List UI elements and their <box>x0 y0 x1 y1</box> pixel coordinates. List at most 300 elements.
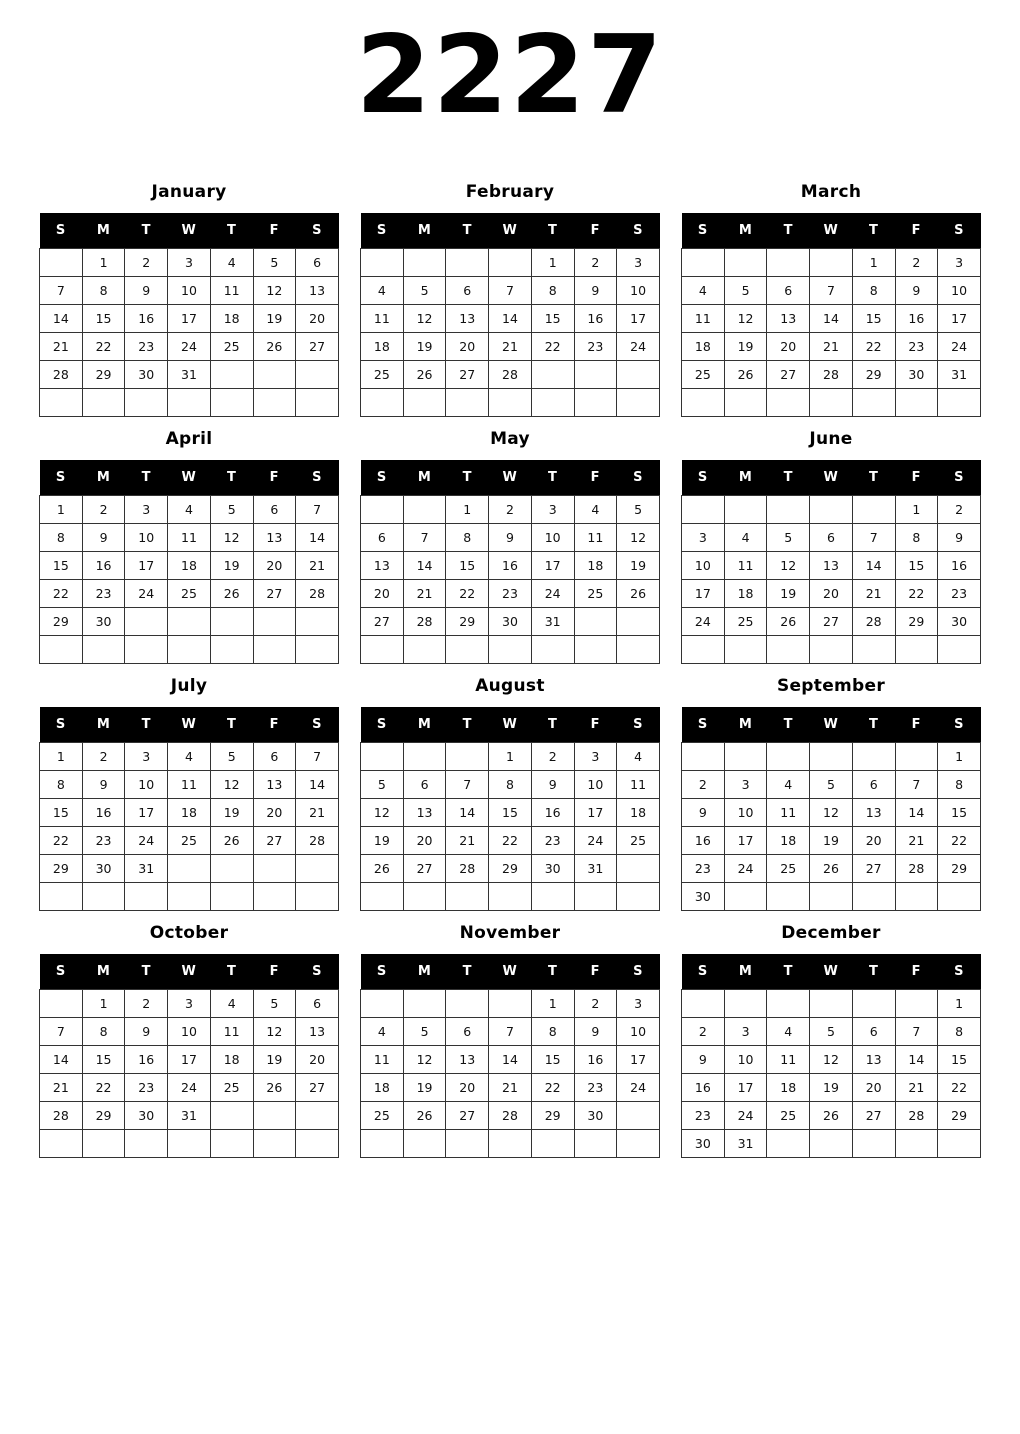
day-cell[interactable]: 25 <box>617 827 660 855</box>
day-cell[interactable]: 1 <box>531 249 574 277</box>
day-cell[interactable]: 29 <box>446 608 489 636</box>
day-cell[interactable]: 29 <box>531 1102 574 1130</box>
day-cell[interactable]: 7 <box>852 524 895 552</box>
day-cell[interactable]: 6 <box>767 277 810 305</box>
day-cell[interactable]: 13 <box>767 305 810 333</box>
day-cell[interactable]: 16 <box>682 827 725 855</box>
day-cell[interactable]: 3 <box>168 990 211 1018</box>
day-cell[interactable]: 26 <box>403 1102 446 1130</box>
day-cell[interactable]: 21 <box>446 827 489 855</box>
day-cell[interactable]: 11 <box>168 771 211 799</box>
day-cell[interactable]: 6 <box>810 524 853 552</box>
day-cell[interactable]: 28 <box>895 855 938 883</box>
day-cell[interactable]: 13 <box>296 277 339 305</box>
day-cell[interactable]: 23 <box>531 827 574 855</box>
day-cell[interactable]: 16 <box>531 799 574 827</box>
day-cell[interactable]: 5 <box>361 771 404 799</box>
day-cell[interactable]: 30 <box>574 1102 617 1130</box>
day-cell[interactable]: 24 <box>531 580 574 608</box>
day-cell[interactable]: 8 <box>531 1018 574 1046</box>
day-cell[interactable]: 20 <box>852 827 895 855</box>
day-cell[interactable]: 24 <box>724 855 767 883</box>
day-cell[interactable]: 7 <box>810 277 853 305</box>
day-cell[interactable]: 8 <box>446 524 489 552</box>
day-cell[interactable]: 1 <box>938 743 981 771</box>
day-cell[interactable]: 6 <box>296 990 339 1018</box>
day-cell[interactable]: 11 <box>574 524 617 552</box>
day-cell[interactable]: 20 <box>852 1074 895 1102</box>
day-cell[interactable]: 26 <box>210 827 253 855</box>
day-cell[interactable]: 26 <box>210 580 253 608</box>
day-cell[interactable]: 23 <box>125 1074 168 1102</box>
day-cell[interactable]: 15 <box>531 305 574 333</box>
day-cell[interactable]: 14 <box>40 1046 83 1074</box>
day-cell[interactable]: 17 <box>531 552 574 580</box>
day-cell[interactable]: 21 <box>403 580 446 608</box>
day-cell[interactable]: 6 <box>296 249 339 277</box>
day-cell[interactable]: 19 <box>403 333 446 361</box>
day-cell[interactable]: 12 <box>767 552 810 580</box>
day-cell[interactable]: 1 <box>82 990 125 1018</box>
day-cell[interactable]: 2 <box>895 249 938 277</box>
day-cell[interactable]: 22 <box>446 580 489 608</box>
day-cell[interactable]: 15 <box>489 799 532 827</box>
day-cell[interactable]: 12 <box>617 524 660 552</box>
day-cell[interactable]: 9 <box>682 1046 725 1074</box>
day-cell[interactable]: 19 <box>810 827 853 855</box>
day-cell[interactable]: 28 <box>489 1102 532 1130</box>
day-cell[interactable]: 18 <box>617 799 660 827</box>
day-cell[interactable]: 31 <box>168 361 211 389</box>
day-cell[interactable]: 7 <box>446 771 489 799</box>
day-cell[interactable]: 26 <box>724 361 767 389</box>
day-cell[interactable]: 8 <box>938 771 981 799</box>
day-cell[interactable]: 23 <box>82 580 125 608</box>
day-cell[interactable]: 6 <box>852 1018 895 1046</box>
day-cell[interactable]: 25 <box>210 333 253 361</box>
day-cell[interactable]: 29 <box>852 361 895 389</box>
day-cell[interactable]: 30 <box>82 608 125 636</box>
day-cell[interactable]: 12 <box>810 799 853 827</box>
day-cell[interactable]: 19 <box>724 333 767 361</box>
day-cell[interactable]: 31 <box>125 855 168 883</box>
day-cell[interactable]: 21 <box>852 580 895 608</box>
day-cell[interactable]: 12 <box>253 277 296 305</box>
day-cell[interactable]: 28 <box>895 1102 938 1130</box>
day-cell[interactable]: 15 <box>852 305 895 333</box>
day-cell[interactable]: 19 <box>210 799 253 827</box>
day-cell[interactable]: 16 <box>895 305 938 333</box>
day-cell[interactable]: 10 <box>125 524 168 552</box>
day-cell[interactable]: 23 <box>574 333 617 361</box>
day-cell[interactable]: 17 <box>168 305 211 333</box>
day-cell[interactable]: 5 <box>253 990 296 1018</box>
day-cell[interactable]: 17 <box>938 305 981 333</box>
day-cell[interactable]: 2 <box>938 496 981 524</box>
day-cell[interactable]: 5 <box>403 277 446 305</box>
day-cell[interactable]: 15 <box>40 799 83 827</box>
day-cell[interactable]: 8 <box>40 524 83 552</box>
day-cell[interactable]: 29 <box>40 608 83 636</box>
day-cell[interactable]: 24 <box>617 333 660 361</box>
day-cell[interactable]: 28 <box>40 361 83 389</box>
day-cell[interactable]: 2 <box>82 496 125 524</box>
day-cell[interactable]: 11 <box>361 305 404 333</box>
day-cell[interactable]: 7 <box>296 496 339 524</box>
day-cell[interactable]: 24 <box>724 1102 767 1130</box>
day-cell[interactable]: 18 <box>168 799 211 827</box>
day-cell[interactable]: 4 <box>361 277 404 305</box>
day-cell[interactable]: 27 <box>852 1102 895 1130</box>
day-cell[interactable]: 27 <box>253 580 296 608</box>
day-cell[interactable]: 27 <box>446 361 489 389</box>
day-cell[interactable]: 11 <box>767 1046 810 1074</box>
day-cell[interactable]: 15 <box>895 552 938 580</box>
day-cell[interactable]: 21 <box>40 333 83 361</box>
day-cell[interactable]: 6 <box>403 771 446 799</box>
day-cell[interactable]: 3 <box>617 990 660 1018</box>
day-cell[interactable]: 13 <box>810 552 853 580</box>
day-cell[interactable]: 4 <box>767 1018 810 1046</box>
day-cell[interactable]: 12 <box>810 1046 853 1074</box>
day-cell[interactable]: 12 <box>724 305 767 333</box>
day-cell[interactable]: 30 <box>82 855 125 883</box>
day-cell[interactable]: 6 <box>361 524 404 552</box>
day-cell[interactable]: 4 <box>682 277 725 305</box>
day-cell[interactable]: 24 <box>168 1074 211 1102</box>
day-cell[interactable]: 18 <box>168 552 211 580</box>
day-cell[interactable]: 23 <box>82 827 125 855</box>
day-cell[interactable]: 17 <box>724 827 767 855</box>
day-cell[interactable]: 19 <box>403 1074 446 1102</box>
day-cell[interactable]: 13 <box>253 771 296 799</box>
day-cell[interactable]: 21 <box>296 552 339 580</box>
day-cell[interactable]: 23 <box>938 580 981 608</box>
day-cell[interactable]: 24 <box>938 333 981 361</box>
day-cell[interactable]: 6 <box>446 277 489 305</box>
day-cell[interactable]: 18 <box>210 1046 253 1074</box>
day-cell[interactable]: 20 <box>296 1046 339 1074</box>
day-cell[interactable]: 9 <box>82 771 125 799</box>
day-cell[interactable]: 30 <box>682 1130 725 1158</box>
day-cell[interactable]: 3 <box>125 743 168 771</box>
day-cell[interactable]: 14 <box>296 524 339 552</box>
day-cell[interactable]: 19 <box>810 1074 853 1102</box>
day-cell[interactable]: 20 <box>446 333 489 361</box>
day-cell[interactable]: 15 <box>446 552 489 580</box>
day-cell[interactable]: 20 <box>446 1074 489 1102</box>
day-cell[interactable]: 21 <box>810 333 853 361</box>
day-cell[interactable]: 8 <box>852 277 895 305</box>
day-cell[interactable]: 29 <box>40 855 83 883</box>
day-cell[interactable]: 7 <box>296 743 339 771</box>
day-cell[interactable]: 30 <box>682 883 725 911</box>
day-cell[interactable]: 4 <box>724 524 767 552</box>
day-cell[interactable]: 3 <box>617 249 660 277</box>
day-cell[interactable]: 10 <box>682 552 725 580</box>
day-cell[interactable]: 1 <box>489 743 532 771</box>
day-cell[interactable]: 27 <box>810 608 853 636</box>
day-cell[interactable]: 11 <box>724 552 767 580</box>
day-cell[interactable]: 29 <box>82 361 125 389</box>
day-cell[interactable]: 14 <box>40 305 83 333</box>
day-cell[interactable]: 6 <box>253 743 296 771</box>
day-cell[interactable]: 13 <box>403 799 446 827</box>
day-cell[interactable]: 2 <box>574 249 617 277</box>
day-cell[interactable]: 3 <box>574 743 617 771</box>
day-cell[interactable]: 6 <box>446 1018 489 1046</box>
day-cell[interactable]: 24 <box>574 827 617 855</box>
day-cell[interactable]: 1 <box>852 249 895 277</box>
day-cell[interactable]: 14 <box>895 1046 938 1074</box>
day-cell[interactable]: 12 <box>403 1046 446 1074</box>
day-cell[interactable]: 10 <box>125 771 168 799</box>
day-cell[interactable]: 28 <box>296 827 339 855</box>
day-cell[interactable]: 27 <box>296 1074 339 1102</box>
day-cell[interactable]: 9 <box>489 524 532 552</box>
day-cell[interactable]: 13 <box>852 799 895 827</box>
day-cell[interactable]: 5 <box>253 249 296 277</box>
day-cell[interactable]: 11 <box>210 277 253 305</box>
day-cell[interactable]: 20 <box>810 580 853 608</box>
day-cell[interactable]: 14 <box>446 799 489 827</box>
day-cell[interactable]: 22 <box>40 827 83 855</box>
day-cell[interactable]: 28 <box>810 361 853 389</box>
day-cell[interactable]: 13 <box>296 1018 339 1046</box>
day-cell[interactable]: 25 <box>724 608 767 636</box>
day-cell[interactable]: 20 <box>253 552 296 580</box>
day-cell[interactable]: 2 <box>682 771 725 799</box>
day-cell[interactable]: 7 <box>40 1018 83 1046</box>
day-cell[interactable]: 9 <box>895 277 938 305</box>
day-cell[interactable]: 22 <box>895 580 938 608</box>
day-cell[interactable]: 3 <box>682 524 725 552</box>
day-cell[interactable]: 10 <box>574 771 617 799</box>
day-cell[interactable]: 2 <box>574 990 617 1018</box>
day-cell[interactable]: 20 <box>361 580 404 608</box>
day-cell[interactable]: 1 <box>446 496 489 524</box>
day-cell[interactable]: 19 <box>617 552 660 580</box>
day-cell[interactable]: 18 <box>574 552 617 580</box>
day-cell[interactable]: 26 <box>617 580 660 608</box>
day-cell[interactable]: 19 <box>253 305 296 333</box>
day-cell[interactable]: 4 <box>767 771 810 799</box>
day-cell[interactable]: 19 <box>210 552 253 580</box>
day-cell[interactable]: 25 <box>767 1102 810 1130</box>
day-cell[interactable]: 15 <box>40 552 83 580</box>
day-cell[interactable]: 14 <box>852 552 895 580</box>
day-cell[interactable]: 29 <box>82 1102 125 1130</box>
day-cell[interactable]: 10 <box>617 1018 660 1046</box>
day-cell[interactable]: 18 <box>361 333 404 361</box>
day-cell[interactable]: 3 <box>531 496 574 524</box>
day-cell[interactable]: 4 <box>210 990 253 1018</box>
day-cell[interactable]: 16 <box>125 305 168 333</box>
day-cell[interactable]: 17 <box>168 1046 211 1074</box>
day-cell[interactable]: 8 <box>82 277 125 305</box>
day-cell[interactable]: 26 <box>253 333 296 361</box>
day-cell[interactable]: 26 <box>810 1102 853 1130</box>
day-cell[interactable]: 25 <box>574 580 617 608</box>
day-cell[interactable]: 13 <box>446 305 489 333</box>
day-cell[interactable]: 30 <box>938 608 981 636</box>
day-cell[interactable]: 3 <box>724 1018 767 1046</box>
day-cell[interactable]: 19 <box>253 1046 296 1074</box>
day-cell[interactable]: 15 <box>938 1046 981 1074</box>
day-cell[interactable]: 24 <box>617 1074 660 1102</box>
day-cell[interactable]: 26 <box>810 855 853 883</box>
day-cell[interactable]: 26 <box>767 608 810 636</box>
day-cell[interactable]: 9 <box>574 1018 617 1046</box>
day-cell[interactable]: 15 <box>938 799 981 827</box>
day-cell[interactable]: 11 <box>210 1018 253 1046</box>
day-cell[interactable]: 1 <box>40 743 83 771</box>
day-cell[interactable]: 30 <box>125 1102 168 1130</box>
day-cell[interactable]: 13 <box>361 552 404 580</box>
day-cell[interactable]: 8 <box>489 771 532 799</box>
day-cell[interactable]: 5 <box>210 743 253 771</box>
day-cell[interactable]: 3 <box>724 771 767 799</box>
day-cell[interactable]: 28 <box>296 580 339 608</box>
day-cell[interactable]: 4 <box>210 249 253 277</box>
day-cell[interactable]: 2 <box>531 743 574 771</box>
day-cell[interactable]: 5 <box>810 771 853 799</box>
day-cell[interactable]: 16 <box>489 552 532 580</box>
day-cell[interactable]: 2 <box>82 743 125 771</box>
day-cell[interactable]: 30 <box>895 361 938 389</box>
day-cell[interactable]: 1 <box>82 249 125 277</box>
day-cell[interactable]: 8 <box>895 524 938 552</box>
day-cell[interactable]: 10 <box>724 799 767 827</box>
day-cell[interactable]: 28 <box>403 608 446 636</box>
day-cell[interactable]: 8 <box>938 1018 981 1046</box>
day-cell[interactable]: 1 <box>40 496 83 524</box>
day-cell[interactable]: 7 <box>489 1018 532 1046</box>
day-cell[interactable]: 10 <box>168 1018 211 1046</box>
day-cell[interactable]: 20 <box>767 333 810 361</box>
day-cell[interactable]: 14 <box>810 305 853 333</box>
day-cell[interactable]: 23 <box>489 580 532 608</box>
day-cell[interactable]: 23 <box>125 333 168 361</box>
day-cell[interactable]: 2 <box>125 249 168 277</box>
day-cell[interactable]: 12 <box>210 524 253 552</box>
day-cell[interactable]: 18 <box>361 1074 404 1102</box>
day-cell[interactable]: 19 <box>767 580 810 608</box>
day-cell[interactable]: 23 <box>574 1074 617 1102</box>
day-cell[interactable]: 25 <box>210 1074 253 1102</box>
day-cell[interactable]: 21 <box>895 827 938 855</box>
day-cell[interactable]: 16 <box>574 1046 617 1074</box>
day-cell[interactable]: 6 <box>253 496 296 524</box>
day-cell[interactable]: 22 <box>938 1074 981 1102</box>
day-cell[interactable]: 28 <box>489 361 532 389</box>
day-cell[interactable]: 18 <box>767 827 810 855</box>
day-cell[interactable]: 11 <box>682 305 725 333</box>
day-cell[interactable]: 17 <box>617 305 660 333</box>
day-cell[interactable]: 22 <box>938 827 981 855</box>
day-cell[interactable]: 10 <box>724 1046 767 1074</box>
day-cell[interactable]: 31 <box>938 361 981 389</box>
day-cell[interactable]: 9 <box>574 277 617 305</box>
day-cell[interactable]: 7 <box>895 1018 938 1046</box>
day-cell[interactable]: 16 <box>682 1074 725 1102</box>
day-cell[interactable]: 11 <box>617 771 660 799</box>
day-cell[interactable]: 21 <box>489 1074 532 1102</box>
day-cell[interactable]: 27 <box>253 827 296 855</box>
day-cell[interactable]: 3 <box>938 249 981 277</box>
day-cell[interactable]: 10 <box>938 277 981 305</box>
day-cell[interactable]: 27 <box>403 855 446 883</box>
day-cell[interactable]: 14 <box>489 305 532 333</box>
day-cell[interactable]: 22 <box>82 333 125 361</box>
day-cell[interactable]: 31 <box>531 608 574 636</box>
day-cell[interactable]: 22 <box>40 580 83 608</box>
day-cell[interactable]: 9 <box>531 771 574 799</box>
day-cell[interactable]: 16 <box>125 1046 168 1074</box>
day-cell[interactable]: 13 <box>253 524 296 552</box>
day-cell[interactable]: 31 <box>724 1130 767 1158</box>
day-cell[interactable]: 14 <box>403 552 446 580</box>
day-cell[interactable]: 17 <box>682 580 725 608</box>
day-cell[interactable]: 23 <box>895 333 938 361</box>
day-cell[interactable]: 22 <box>531 333 574 361</box>
day-cell[interactable]: 5 <box>767 524 810 552</box>
day-cell[interactable]: 8 <box>82 1018 125 1046</box>
day-cell[interactable]: 31 <box>574 855 617 883</box>
day-cell[interactable]: 24 <box>125 827 168 855</box>
day-cell[interactable]: 5 <box>617 496 660 524</box>
day-cell[interactable]: 9 <box>82 524 125 552</box>
day-cell[interactable]: 21 <box>489 333 532 361</box>
day-cell[interactable]: 22 <box>82 1074 125 1102</box>
day-cell[interactable]: 26 <box>361 855 404 883</box>
day-cell[interactable]: 25 <box>361 361 404 389</box>
day-cell[interactable]: 9 <box>125 277 168 305</box>
day-cell[interactable]: 14 <box>489 1046 532 1074</box>
day-cell[interactable]: 15 <box>82 305 125 333</box>
day-cell[interactable]: 21 <box>296 799 339 827</box>
day-cell[interactable]: 25 <box>767 855 810 883</box>
day-cell[interactable]: 30 <box>531 855 574 883</box>
day-cell[interactable]: 14 <box>895 799 938 827</box>
day-cell[interactable]: 8 <box>531 277 574 305</box>
day-cell[interactable]: 4 <box>574 496 617 524</box>
day-cell[interactable]: 4 <box>617 743 660 771</box>
day-cell[interactable]: 16 <box>574 305 617 333</box>
day-cell[interactable]: 1 <box>938 990 981 1018</box>
day-cell[interactable]: 5 <box>210 496 253 524</box>
day-cell[interactable]: 11 <box>767 799 810 827</box>
day-cell[interactable]: 17 <box>574 799 617 827</box>
day-cell[interactable]: 28 <box>852 608 895 636</box>
day-cell[interactable]: 8 <box>40 771 83 799</box>
day-cell[interactable]: 27 <box>296 333 339 361</box>
day-cell[interactable]: 18 <box>767 1074 810 1102</box>
day-cell[interactable]: 25 <box>361 1102 404 1130</box>
day-cell[interactable]: 16 <box>82 552 125 580</box>
day-cell[interactable]: 6 <box>852 771 895 799</box>
day-cell[interactable]: 3 <box>168 249 211 277</box>
day-cell[interactable]: 7 <box>40 277 83 305</box>
day-cell[interactable]: 21 <box>895 1074 938 1102</box>
day-cell[interactable]: 25 <box>168 827 211 855</box>
day-cell[interactable]: 11 <box>168 524 211 552</box>
day-cell[interactable]: 7 <box>895 771 938 799</box>
day-cell[interactable]: 9 <box>682 799 725 827</box>
day-cell[interactable]: 7 <box>489 277 532 305</box>
day-cell[interactable]: 17 <box>724 1074 767 1102</box>
day-cell[interactable]: 18 <box>724 580 767 608</box>
